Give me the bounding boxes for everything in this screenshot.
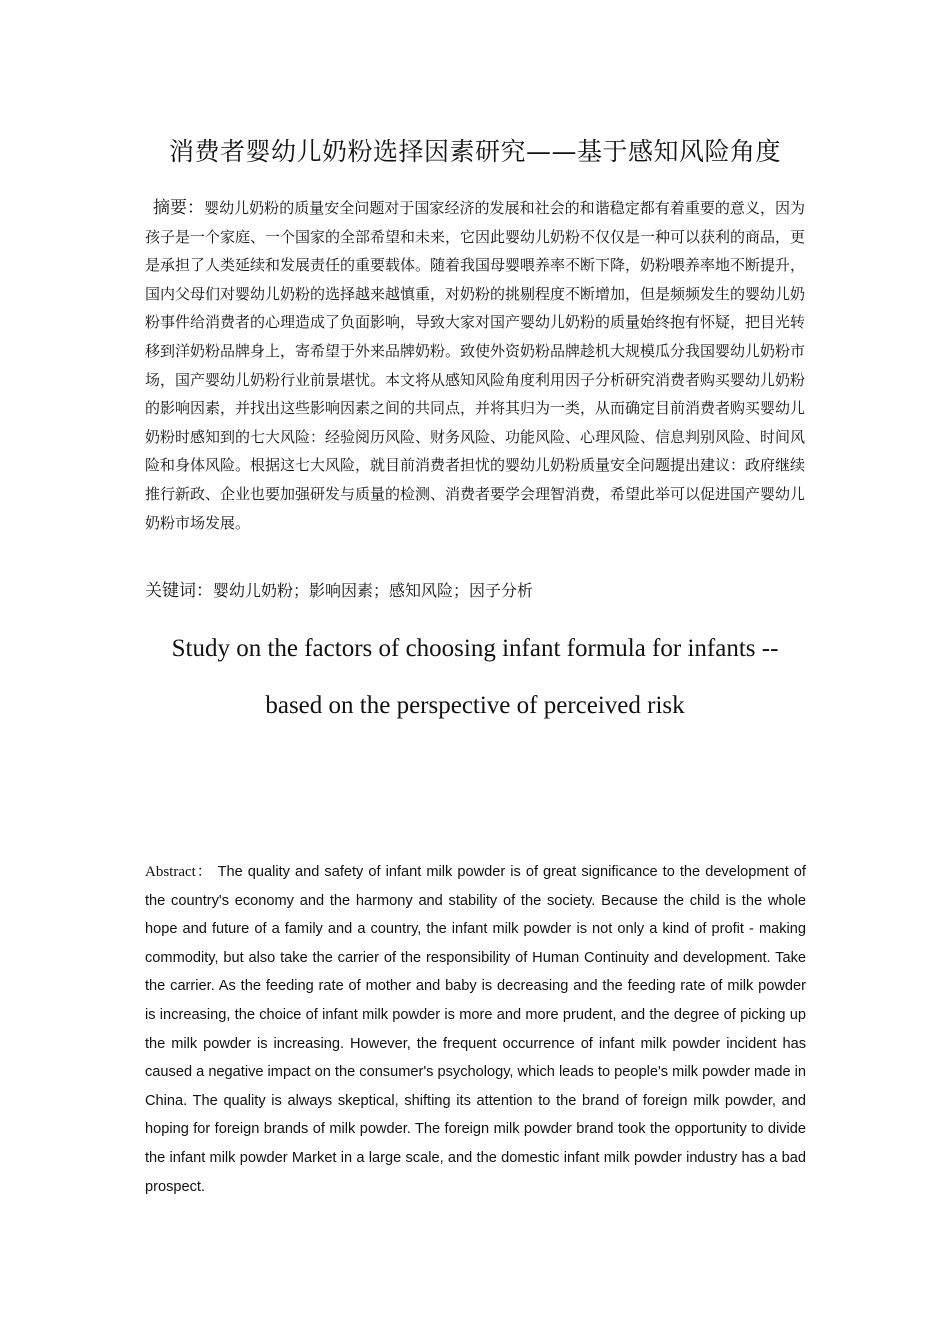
english-title-line-1: Study on the factors of choosing infant formula for infants -- — [171, 635, 779, 662]
english-abstract-text: The quality and safety of infant milk powder is of great significance to the development of the country's economy and the harmony and stability of the society. Because the child is the whole hope and future of a family and a country, the infant milk powder is not only a kind of profit - making commodity, but also take the carrier of the responsibility of Human Continuity and development. Take the carrier. As the feeding rate of mother and baby is decreasing and the feeding rate of milk powder is increasing, the choice of infant milk powder is more and more prudent, and the degree of picking up the milk powder is increasing. However, the frequent occurrence of infant milk powder incident has caused a negative impact on the consumer's psychology, which leads to people's milk powder made in China. The quality is always skeptical, shifting its attention to the brand of foreign milk powder, and hoping for foreign brands of milk powder. The foreign milk powder brand took the opportunity to divide the infant milk powder Market in a large scale, and the domestic infant milk powder industry has a bad prospect. — [145, 864, 806, 1195]
chinese-abstract-label: 摘要： — [153, 198, 205, 218]
english-title-line-2: based on the perspective of perceived risk — [265, 692, 685, 719]
chinese-abstract-text: 婴幼儿奶粉的质量安全问题对于国家经济的发展和社会的和谐稳定都有着重要的意义，因为孩子是一个家庭、一个国家的全部希望和未来，它因此婴幼儿奶粉不仅仅是一种可以获利的商品，更是承担了人类延续和发展责任的重要载体。随着我国母婴喂养率不断下降，奶粉喂养率地不断提升，国内父母们对婴幼儿奶粉的选择越来越慎重，对奶粉的挑剔程度不断增加，但是频频发生的婴幼儿奶粉事件给消费者的心理造成了负面影响，导致大家对国产婴幼儿奶粉的质量始终抱有怀疑，把目光转移到洋奶粉品牌身上，寄希望于外来品牌奶粉。致使外资奶粉品牌趁机大规模瓜分我国婴幼儿奶粉市场，国产婴幼儿奶粉行业前景堪忧。本文将从感知风险角度利用因子分析研究消费者购买婴幼儿奶粉的影响因素，并找出这些影响因素之间的共同点，并将其归为一类，从而确定目前消费者购买婴幼儿奶粉时感知到的七大风险：经验阅历风险、财务风险、功能风险、心理风险、信息判别风险、时间风险和身体风险。根据这七大风险，就目前消费者担忧的婴幼儿奶粉质量安全问题提出建议：政府继续推行新政、企业也要加强研发与质量的检测、消费者要学会理智消费，希望此举可以促进国产婴幼儿奶粉市场发展。 — [145, 199, 806, 532]
chinese-abstract — [145, 194, 805, 537]
chinese-title: 消费者婴幼儿奶粉选择因素研究——基于感知风险角度 — [168, 137, 781, 166]
english-abstract — [145, 858, 806, 1201]
english-title — [0, 620, 950, 734]
chinese-keywords — [145, 576, 805, 606]
english-abstract-label: Abstract： — [145, 864, 213, 880]
chinese-keywords-text: 婴幼儿奶粉；影响因素；感知风险；因子分析 — [213, 581, 534, 600]
chinese-keywords-label: 关键词： — [145, 581, 213, 601]
